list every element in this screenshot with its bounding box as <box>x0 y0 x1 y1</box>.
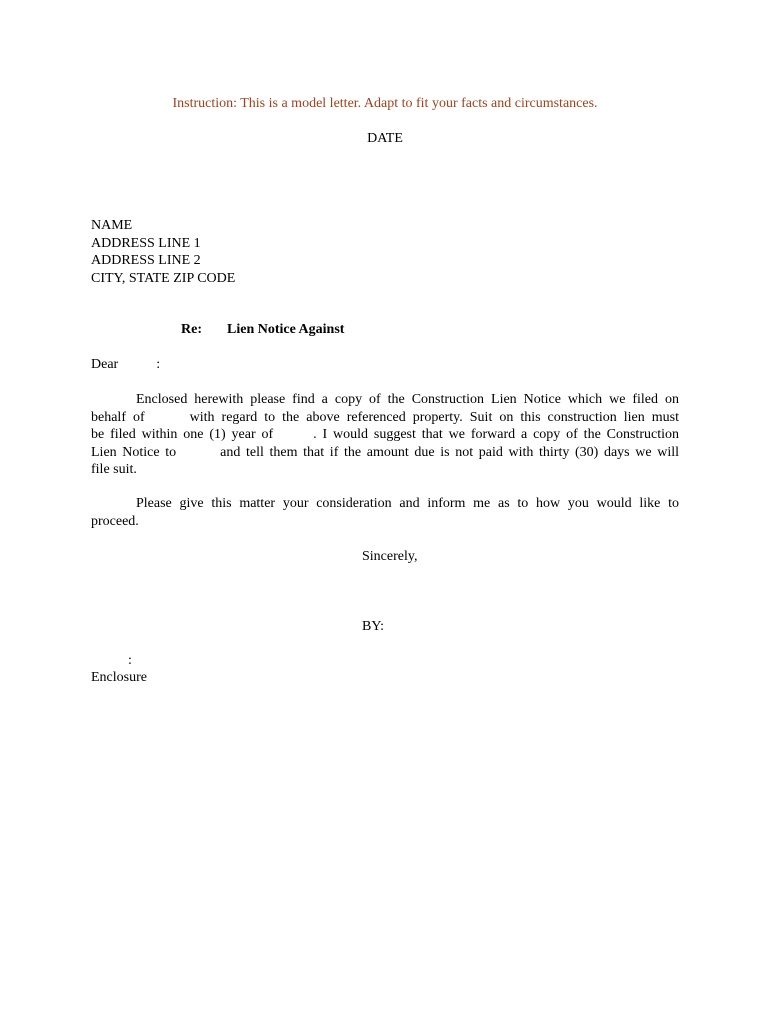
line-text: behalf of <box>91 409 145 425</box>
paragraph-line <box>91 391 679 409</box>
body-paragraph-1 <box>91 391 679 479</box>
paragraph-line <box>91 495 679 513</box>
salutation <box>91 356 160 374</box>
address-line-2: ADDRESS LINE 2 <box>91 253 201 268</box>
re-label: Re: <box>181 322 202 337</box>
line-text: Lien Notice to <box>91 444 177 460</box>
paragraph-line <box>91 513 679 531</box>
paragraph-line <box>91 426 679 444</box>
line-text: proceed. <box>91 513 139 529</box>
salutation-end: : <box>156 357 161 372</box>
re-subject: Lien Notice Against <box>227 322 345 337</box>
closing: Sincerely, <box>362 549 418 564</box>
paragraph-line <box>91 444 679 462</box>
line-text: be filed within one (1) year of <box>91 427 274 442</box>
recipient-address <box>91 217 235 287</box>
instruction-note: Instruction: This is a model letter. Adapt to fit your facts and circumstances. <box>172 96 598 111</box>
letter-date: DATE <box>367 131 403 146</box>
line-text: . I would suggest that we forward a copy of the Construction <box>313 427 679 442</box>
initials-colon: : <box>128 653 132 668</box>
line-text: Please give this matter your consideration and inform me as to how you would like to <box>136 496 679 511</box>
line-text: file suit. <box>91 462 137 477</box>
address-line-1: ADDRESS LINE 1 <box>91 235 201 251</box>
paragraph-line <box>91 461 679 479</box>
line-text: and tell them that if the amount due is not paid with thirty (30) days we will <box>220 444 679 460</box>
city-state-zip: CITY, STATE ZIP CODE <box>91 270 236 286</box>
enclosure-note: Enclosure <box>91 670 147 685</box>
signature-by: BY: <box>362 619 385 634</box>
line-text: Enclosed herewith please find a copy of the Construction Lien Notice which we filed on <box>136 392 679 407</box>
line-text: with regard to the above referenced property. Suit on this construction lien must <box>189 409 679 425</box>
subject-line <box>181 321 344 339</box>
body-paragraph-2 <box>91 495 679 530</box>
paragraph-line <box>91 409 679 427</box>
recipient-name: NAME <box>91 218 133 233</box>
salutation-start: Dear <box>91 357 119 372</box>
